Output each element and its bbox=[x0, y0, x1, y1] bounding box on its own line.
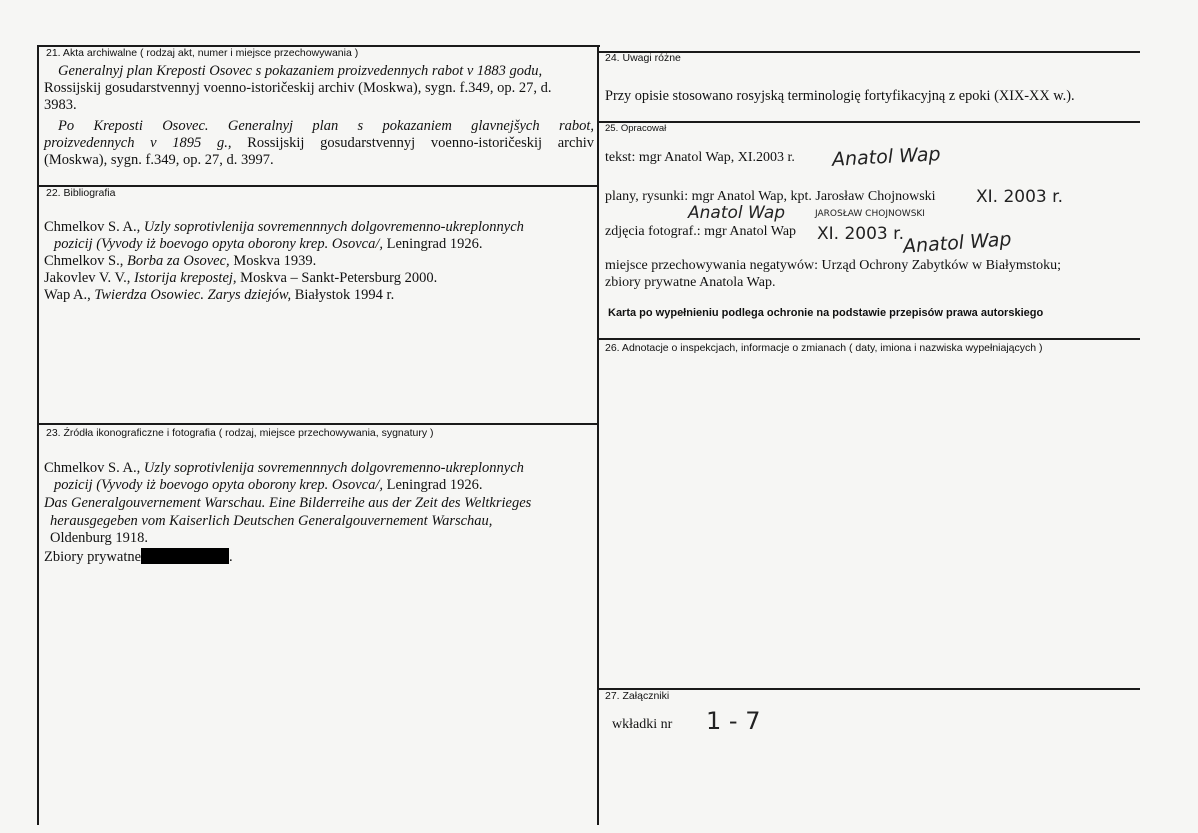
rule-25-26 bbox=[598, 338, 1140, 340]
plans-text: plany, rysunki: mgr Anatol Wap, kpt. Jarosław Chojnowski bbox=[605, 189, 936, 204]
handwritten-date-1: XI. 2003 r. bbox=[976, 187, 1063, 207]
left-border bbox=[37, 45, 39, 825]
signature-3: Anatol Wap bbox=[902, 228, 1013, 258]
section-22-label: 22. Bibliografia bbox=[46, 187, 116, 199]
handwritten-name: JAROSŁAW CHOJNOWSKI bbox=[815, 209, 925, 219]
archive-entry-2-line2-italic: proizvedennych v 1895 g., bbox=[44, 135, 232, 151]
archive-entry-1-line3: 3983. bbox=[44, 97, 77, 113]
negatives-line1: miejsce przechowywania negatywów: Urząd Ochrony Zabytków w Białymstoku; bbox=[605, 258, 1062, 273]
bib1-pub: Leningrad 1926. bbox=[383, 236, 483, 252]
center-divider bbox=[597, 45, 599, 825]
icon1-title2: pozicij (Vyvody iż boevogo opyta oborony krep. Osovca/, bbox=[54, 477, 383, 493]
iconography-item-2-line2: herausgegeben vom Kaiserlich Deutschen Generalgouvernement Warschau, bbox=[50, 513, 493, 529]
bib1-title2: pozicij (Vyvody iż boevogo opyta oborony krep. Osovca/, bbox=[54, 236, 383, 252]
bib4-pub: Białystok 1994 r. bbox=[291, 287, 395, 303]
section-21-label: 21. Akta archiwalne ( rodzaj akt, numer i miejsce przechowywania ) bbox=[46, 47, 359, 59]
attachments-text: wkładki nr bbox=[612, 717, 673, 732]
bibliography-item-1-line1 bbox=[44, 219, 524, 236]
rule-22-23 bbox=[38, 423, 598, 425]
section-27-label: 27. Załączniki bbox=[605, 690, 670, 702]
photos-text: zdjęcia fotograf.: mgr Anatol Wap bbox=[605, 224, 797, 239]
negatives-line2: zbiory prywatne Anatola Wap. bbox=[605, 275, 776, 290]
icon1-author: Chmelkov S. A., bbox=[44, 460, 144, 476]
bib3-author: Jakovlev V. V., bbox=[44, 270, 134, 286]
bib1-author: Chmelkov S. A., bbox=[44, 219, 144, 235]
icon1-title1: Uzly soprotivlenija sovremennnych dolgovremenno-ukreplonnych bbox=[143, 460, 524, 476]
author-text: tekst: mgr Anatol Wap, XI.2003 r. bbox=[605, 150, 795, 165]
copyright-note: Karta po wypełnieniu podlega ochronie na podstawie przepisów prawa autorskiego bbox=[608, 307, 1044, 319]
archive-entry-2-line2-text: Rossijskij gosudarstvennyj voenno-istoričeskij archiv bbox=[231, 135, 594, 151]
handwritten-date-2: XI. 2003 r. bbox=[817, 224, 904, 244]
bib2-author: Chmelkov S., bbox=[44, 253, 127, 269]
icon1-pub: Leningrad 1926. bbox=[383, 477, 483, 493]
section-26-label: 26. Adnotacje o inspekcjach, informacje o zmianach ( daty, imiona i nazwiska wypełniających ) bbox=[605, 342, 1043, 354]
icon3-end: . bbox=[229, 549, 233, 565]
bibliography-item-3 bbox=[44, 270, 437, 287]
signature-1: Anatol Wap bbox=[831, 143, 942, 171]
bib2-title: Borba za Osovec, bbox=[126, 253, 230, 269]
bibliography-item-1-line2 bbox=[54, 236, 482, 253]
remarks-text: Przy opisie stosowano rosyjską terminologię fortyfikacyjną z epoki (XIX-XX w.). bbox=[605, 88, 1075, 104]
icon3-text: Zbiory prywatne bbox=[44, 549, 142, 565]
bib2-pub: Moskva 1939. bbox=[229, 253, 317, 269]
iconography-item-2-line1: Das Generalgouvernement Warschau. Eine Bilderreihe aus der Zeit des Weltkrieges bbox=[44, 495, 532, 511]
bib4-title: Twierdza Osowiec. Zarys dziejów, bbox=[94, 287, 292, 303]
archive-entry-2-title bbox=[44, 118, 594, 135]
bib3-title: Istorija krepostej, bbox=[133, 270, 237, 286]
iconography-item-1-line2 bbox=[54, 477, 482, 494]
signature-2: Anatol Wap bbox=[688, 203, 786, 223]
archive-entry-2-title-text: Po Kreposti Osovec. Generalnyj plan s pokazaniem glavnejšych rabot, bbox=[58, 118, 594, 134]
archive-entry-2-line3: (Moskwa), sygn. f.349, op. 27, d. 3997. bbox=[44, 152, 274, 168]
iconography-item-3 bbox=[44, 548, 233, 566]
bibliography-item-2 bbox=[44, 253, 316, 270]
bibliography-item-4 bbox=[44, 287, 394, 304]
attachments-handwritten: 1 - 7 bbox=[706, 707, 761, 735]
section-23-label: 23. Źródła ikonograficzne i fotografia ( rodzaj, miejsce przechowywania, sygnatury ) bbox=[46, 427, 434, 439]
redaction-box bbox=[141, 548, 229, 564]
archive-entry-2-line2 bbox=[44, 135, 594, 152]
section-25-label: 25. Opracował bbox=[605, 123, 667, 134]
iconography-item-2-line3: Oldenburg 1918. bbox=[50, 530, 149, 546]
section-24-label: 24. Uwagi różne bbox=[605, 52, 681, 64]
bib1-title1: Uzly soprotivlenija sovremennnych dolgovremenno-ukreplonnych bbox=[143, 219, 524, 235]
bib4-author: Wap A., bbox=[44, 287, 95, 303]
iconography-item-1-line1 bbox=[44, 460, 524, 477]
rule-21-22 bbox=[38, 185, 598, 187]
rule-26-27 bbox=[598, 688, 1140, 690]
archive-entry-1-title: Generalnyj plan Kreposti Osovec s pokazaniem proizvedennych rabot v 1883 godu, bbox=[58, 63, 543, 79]
bib3-pub: Moskva – Sankt-Petersburg 2000. bbox=[236, 270, 438, 286]
archive-entry-1-line2: Rossijskij gosudarstvennyj voenno-istoričeskij archiv (Moskwa), sygn. f.349, op. 27, d. bbox=[44, 80, 552, 96]
rule-24-25 bbox=[598, 121, 1140, 123]
